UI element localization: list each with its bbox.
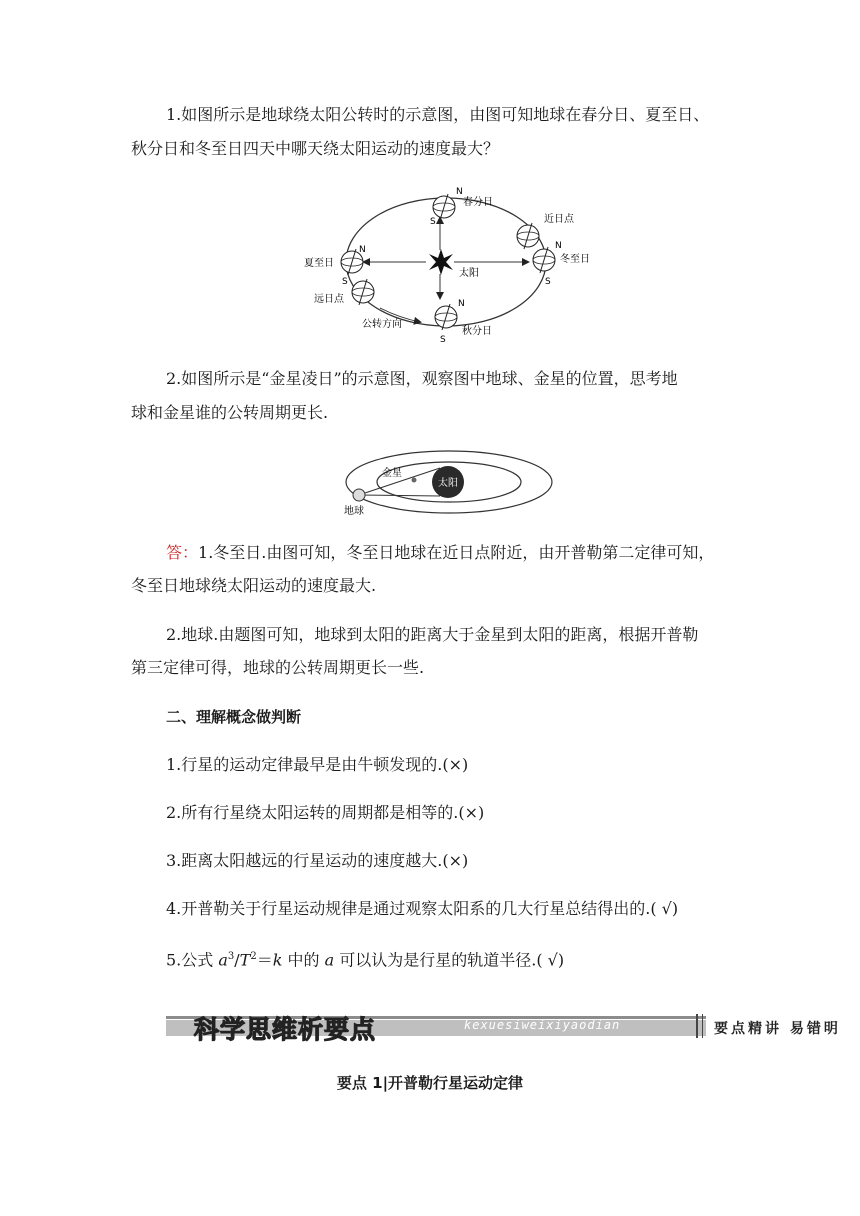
winter-label: 冬至日 <box>560 254 590 265</box>
judgement-item-3: 3.距离太阳越远的行星运动的速度越大.(×) <box>166 851 469 870</box>
answer-prefix: 答： <box>166 543 199 562</box>
autumn-label: 秋分日 <box>462 326 492 337</box>
earth-aphelion-icon <box>352 279 374 305</box>
banner-title: 科学思维析要点 <box>194 1015 377 1044</box>
autumn-south-label: S <box>440 335 446 345</box>
earth-perihelion-icon <box>517 223 539 249</box>
question2-line1: 2.如图所示是“金星凌日”的示意图，观察图中地球、金星的位置，思考地 <box>166 369 678 388</box>
answer2-line2: 第三定律可得，地球的公转周期更长一些. <box>131 658 425 677</box>
banner-pinyin: kexuesiweixiyaodian <box>464 1018 621 1032</box>
question1-line2: 秋分日和冬至日四天中哪天绕太阳运动的速度最大？ <box>131 139 500 158</box>
aphelion-label: 远日点 <box>314 294 344 305</box>
venus-label: 金星 <box>382 468 402 479</box>
autumn-north-label: N <box>458 299 465 309</box>
venus-transit-diagram <box>342 446 562 520</box>
sun-label: 太阳 <box>459 268 479 279</box>
summer-label: 夏至日 <box>304 258 334 269</box>
question2-line2: 球和金星谁的公转周期更长. <box>131 403 329 422</box>
summer-south-label: S <box>342 277 348 287</box>
section-banner <box>166 1012 860 1042</box>
earth-label: 地球 <box>344 506 364 517</box>
section-title: 二、理解概念做判断 <box>166 708 302 726</box>
direction-label: 公转方向 <box>362 319 402 330</box>
perihelion-label: 近日点 <box>544 214 574 225</box>
earth-icon <box>353 489 365 501</box>
answer1-text: 1.冬至日.由图可知，冬至日地球在近日点附近，由开普勒第二定律可知， <box>198 543 715 562</box>
venus-icon <box>412 478 417 483</box>
judgement-item-1: 1.行星的运动定律最早是由牛顿发现的.(×) <box>166 755 469 774</box>
sun-label: 太阳 <box>438 478 458 489</box>
answer1-line2: 冬至日地球绕太阳运动的速度最大. <box>131 576 377 595</box>
judgement-item-5: 5.公式 $a^3/T^2=k$ 中的 a 可以认为是行星的轨道半径.( √) <box>166 950 565 970</box>
summer-north-label: N <box>359 245 366 255</box>
sun-icon <box>429 249 453 275</box>
spring-north-label: N <box>456 187 463 197</box>
judgement-item-2: 2.所有行星绕太阳运转的周期都是相等的.(×) <box>166 803 485 822</box>
banner-right-text: 要点精讲 易错明 <box>714 1021 841 1037</box>
answer2-line1: 2.地球.由题图可知，地球到太阳的距离大于金星到太阳的距离，根据开普勒 <box>166 625 699 644</box>
winter-north-label: N <box>555 241 562 251</box>
question1-line1: 1.如图所示是地球绕太阳公转时的示意图，由图可知地球在春分日、夏至日、 <box>166 105 710 124</box>
spring-south-label: S <box>430 217 436 227</box>
key-point-heading: 要点 1|开普勒行星运动定律 <box>336 1074 524 1092</box>
spring-label: 春分日 <box>463 197 493 208</box>
judgement-item-4: 4.开普勒关于行星运动规律是通过观察太阳系的几大行星总结得出的.( √) <box>166 899 679 918</box>
answer1-line1 <box>166 542 714 564</box>
earth-winter-icon <box>533 247 555 273</box>
winter-south-label: S <box>545 277 551 287</box>
earth-orbit-diagram <box>296 180 602 346</box>
